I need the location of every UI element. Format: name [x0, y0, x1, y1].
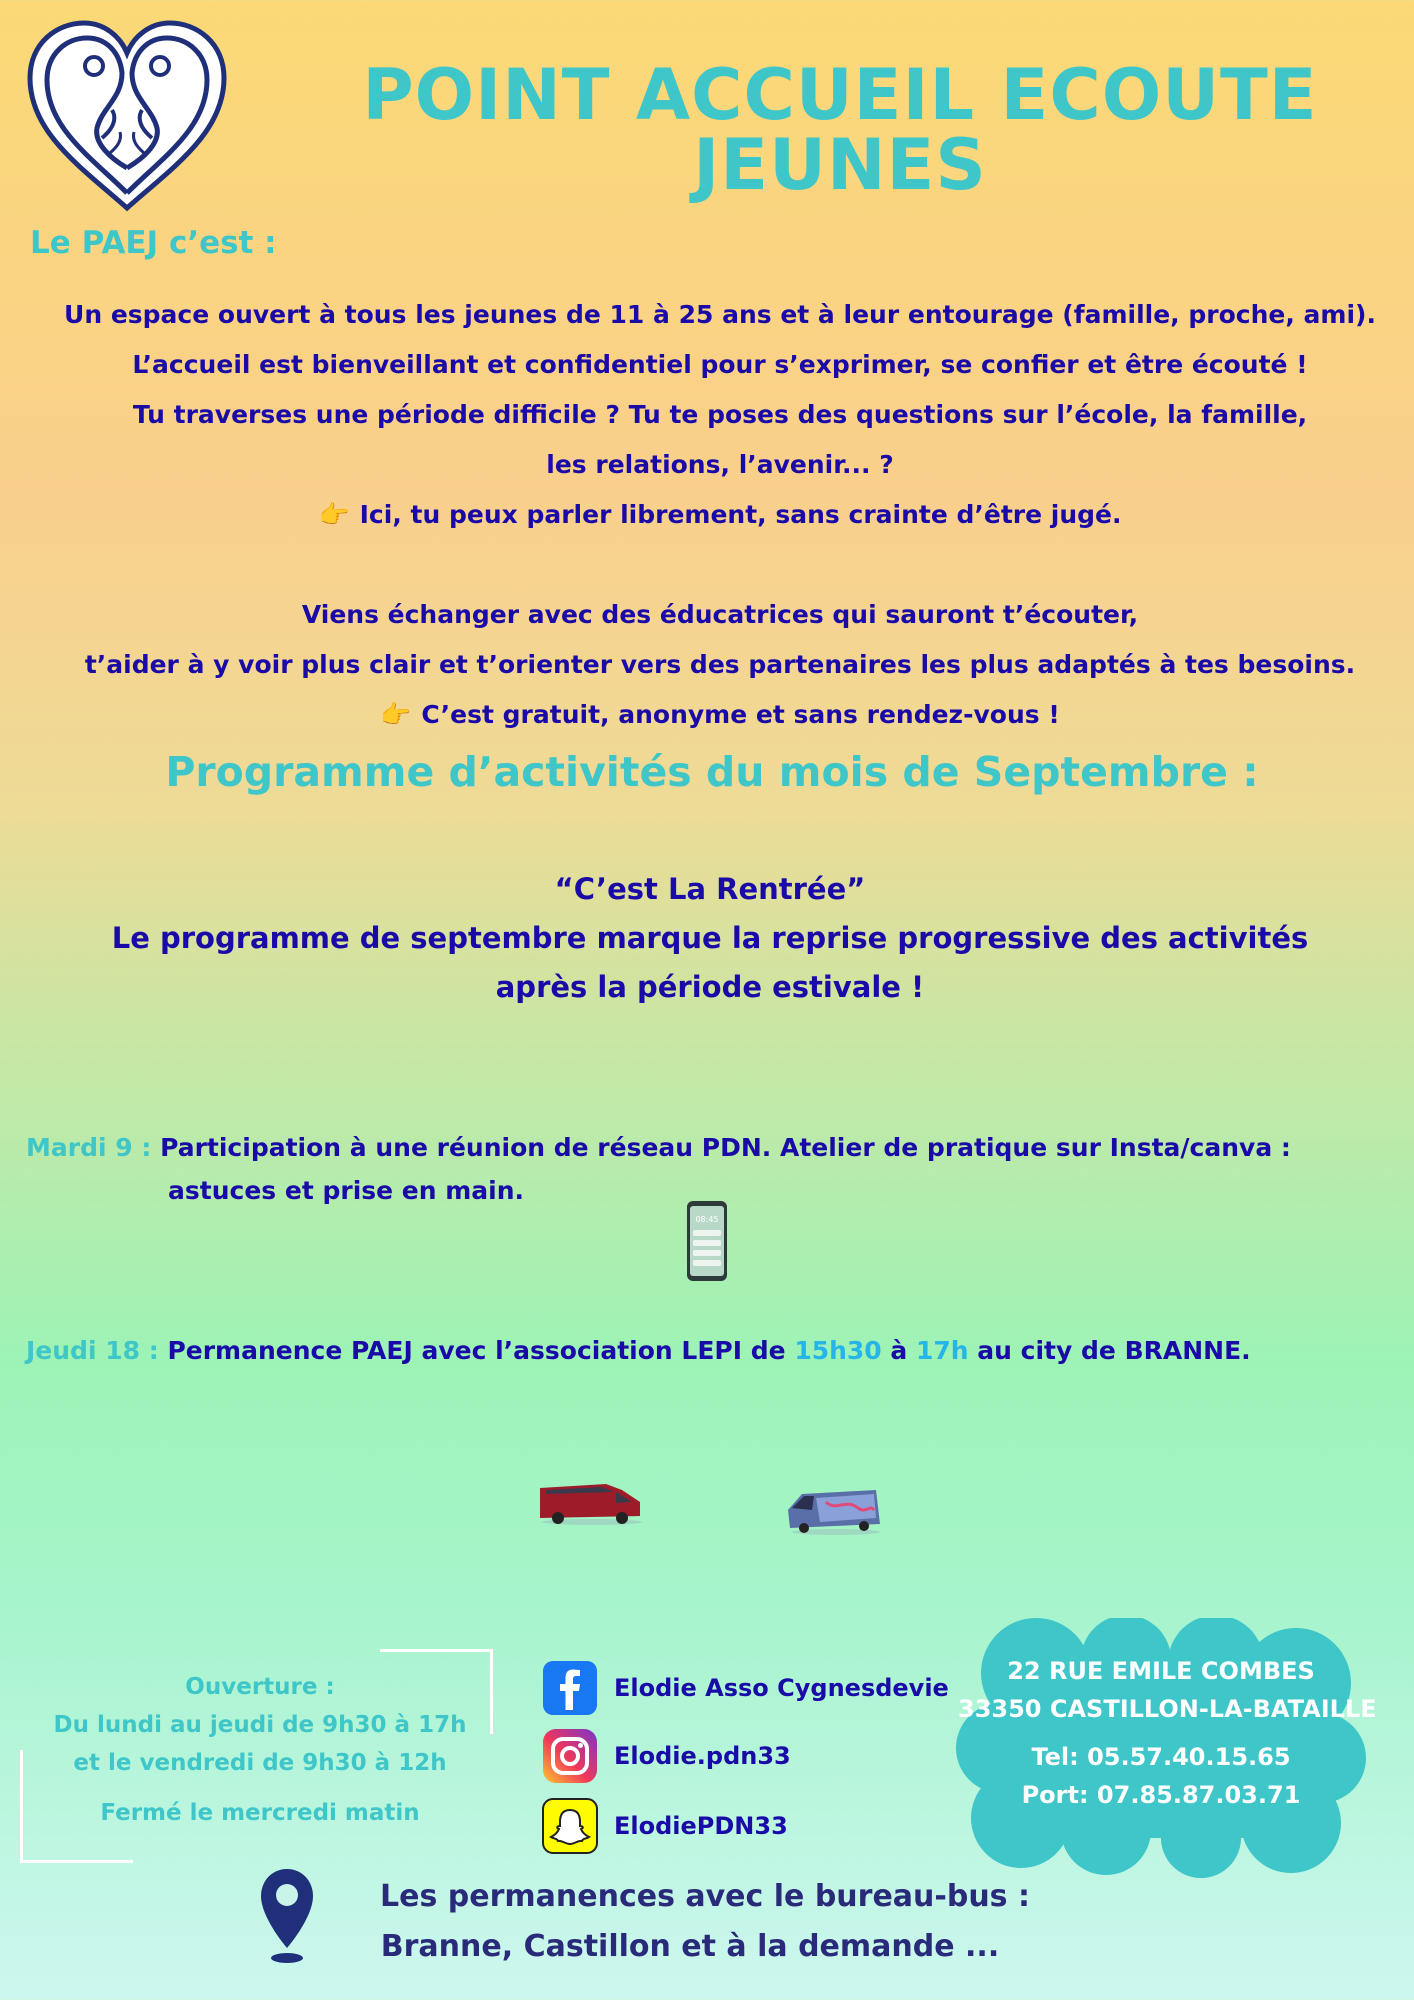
phone-tel[interactable]: Tel: 05.57.40.15.65 [1031, 1743, 1291, 1771]
event-time-start: 15h30 [794, 1336, 882, 1365]
phone-time: 08:45 [695, 1215, 719, 1224]
pointing-hand-icon: 👉 [380, 700, 412, 729]
hours-line: Du lundi au jeudi de 9h30 à 17h [53, 1712, 467, 1738]
event-jeudi: Jeudi 18 : Permanence PAEJ avec l’association LEPI de 15h30 à 17h au city de BRANNE. [26, 1336, 1251, 1365]
hours-title: Ouverture : [185, 1674, 335, 1700]
event-mardi [26, 1133, 1291, 1162]
intro-line: t’aider à y voir plus clair et t’orienter vers des partenaires les plus adaptés à tes besoins. [84, 650, 1356, 679]
event-text: Participation à une réunion de réseau PDN. Atelier de pratique sur Insta/canva : [160, 1133, 1291, 1162]
intro-line: Un espace ouvert à tous les jeunes de 11 à 25 ans et à leur entourage (famille, proche, ami). [64, 300, 1376, 329]
intro-line: Viens échanger avec des éducatrices qui sauront t’écouter, [301, 600, 1139, 629]
map-pin-icon [258, 1866, 316, 1966]
page-title-line1: POINT ACCUEIL ECOUTE [362, 54, 1318, 136]
hours-line: et le vendredi de 9h30 à 12h [73, 1750, 447, 1776]
instagram-label: Elodie.pdn33 [614, 1742, 791, 1770]
facebook-icon [542, 1660, 598, 1716]
event-day: Mardi 9 : [26, 1133, 152, 1162]
intro-lead: Le PAEJ c’est : [30, 225, 277, 261]
pointing-hand-icon: 👉 [318, 500, 350, 529]
intro-line: Tu traverses une période difficile ? Tu te poses des questions sur l’école, la famille, [132, 400, 1308, 429]
address-block [958, 1652, 1377, 1814]
programme-theme [60, 865, 1360, 1012]
theme-desc-line2: après la période estivale ! [495, 970, 925, 1004]
event-day: Jeudi 18 : [26, 1336, 159, 1365]
decorated-van-image [786, 1484, 882, 1536]
social-instagram[interactable] [542, 1728, 791, 1784]
bus-line2: Branne, Castillon et à la demande ... [380, 1929, 1000, 1964]
bus-permanences [380, 1872, 1030, 1972]
red-van-image [536, 1476, 644, 1526]
address-city: 33350 CASTILLON-LA-BATAILLE [958, 1695, 1377, 1723]
programme-heading: Programme d’activités du mois de Septembre : [165, 748, 1259, 796]
intro-line: L’accueil est bienveillant et confidentiel pour s’exprimer, se confier et être écouté ! [132, 350, 1308, 379]
event-mardi-cont: astuces et prise en main. [168, 1176, 525, 1205]
opening-hours [40, 1668, 480, 1832]
event-time-end: 17h [916, 1336, 969, 1365]
instagram-icon [542, 1728, 598, 1784]
intro-line: 👉 C’est gratuit, anonyme et sans rendez-vous ! [380, 700, 1060, 729]
intro-text [40, 290, 1400, 740]
facebook-label: Elodie Asso Cygnesdevie [614, 1674, 949, 1702]
event-text: Permanence PAEJ avec l’association LEPI de [167, 1336, 795, 1365]
intro-line: 👉 Ici, tu peux parler librement, sans crainte d’être jugé. [318, 500, 1122, 529]
swan-heart-logo [22, 18, 232, 213]
page-title-line2: JEUNES [693, 124, 987, 206]
social-facebook[interactable] [542, 1660, 949, 1716]
intro-line: les relations, l’avenir... ? [546, 450, 894, 479]
snapchat-label: ElodiePDN33 [614, 1812, 788, 1840]
phone-port[interactable]: Port: 07.85.87.03.71 [1021, 1781, 1301, 1809]
hours-closed: Fermé le mercredi matin [100, 1800, 420, 1826]
snapchat-icon [542, 1798, 598, 1854]
smartphone-icon [686, 1200, 728, 1282]
address-street: 22 RUE EMILE COMBES [1007, 1657, 1315, 1685]
bus-line1: Les permanences avec le bureau-bus : [380, 1879, 1030, 1914]
social-snapchat[interactable] [542, 1798, 788, 1854]
theme-title: “C’est La Rentrée” [554, 872, 866, 906]
theme-desc-line1: Le programme de septembre marque la reprise progressive des activités [111, 921, 1309, 955]
